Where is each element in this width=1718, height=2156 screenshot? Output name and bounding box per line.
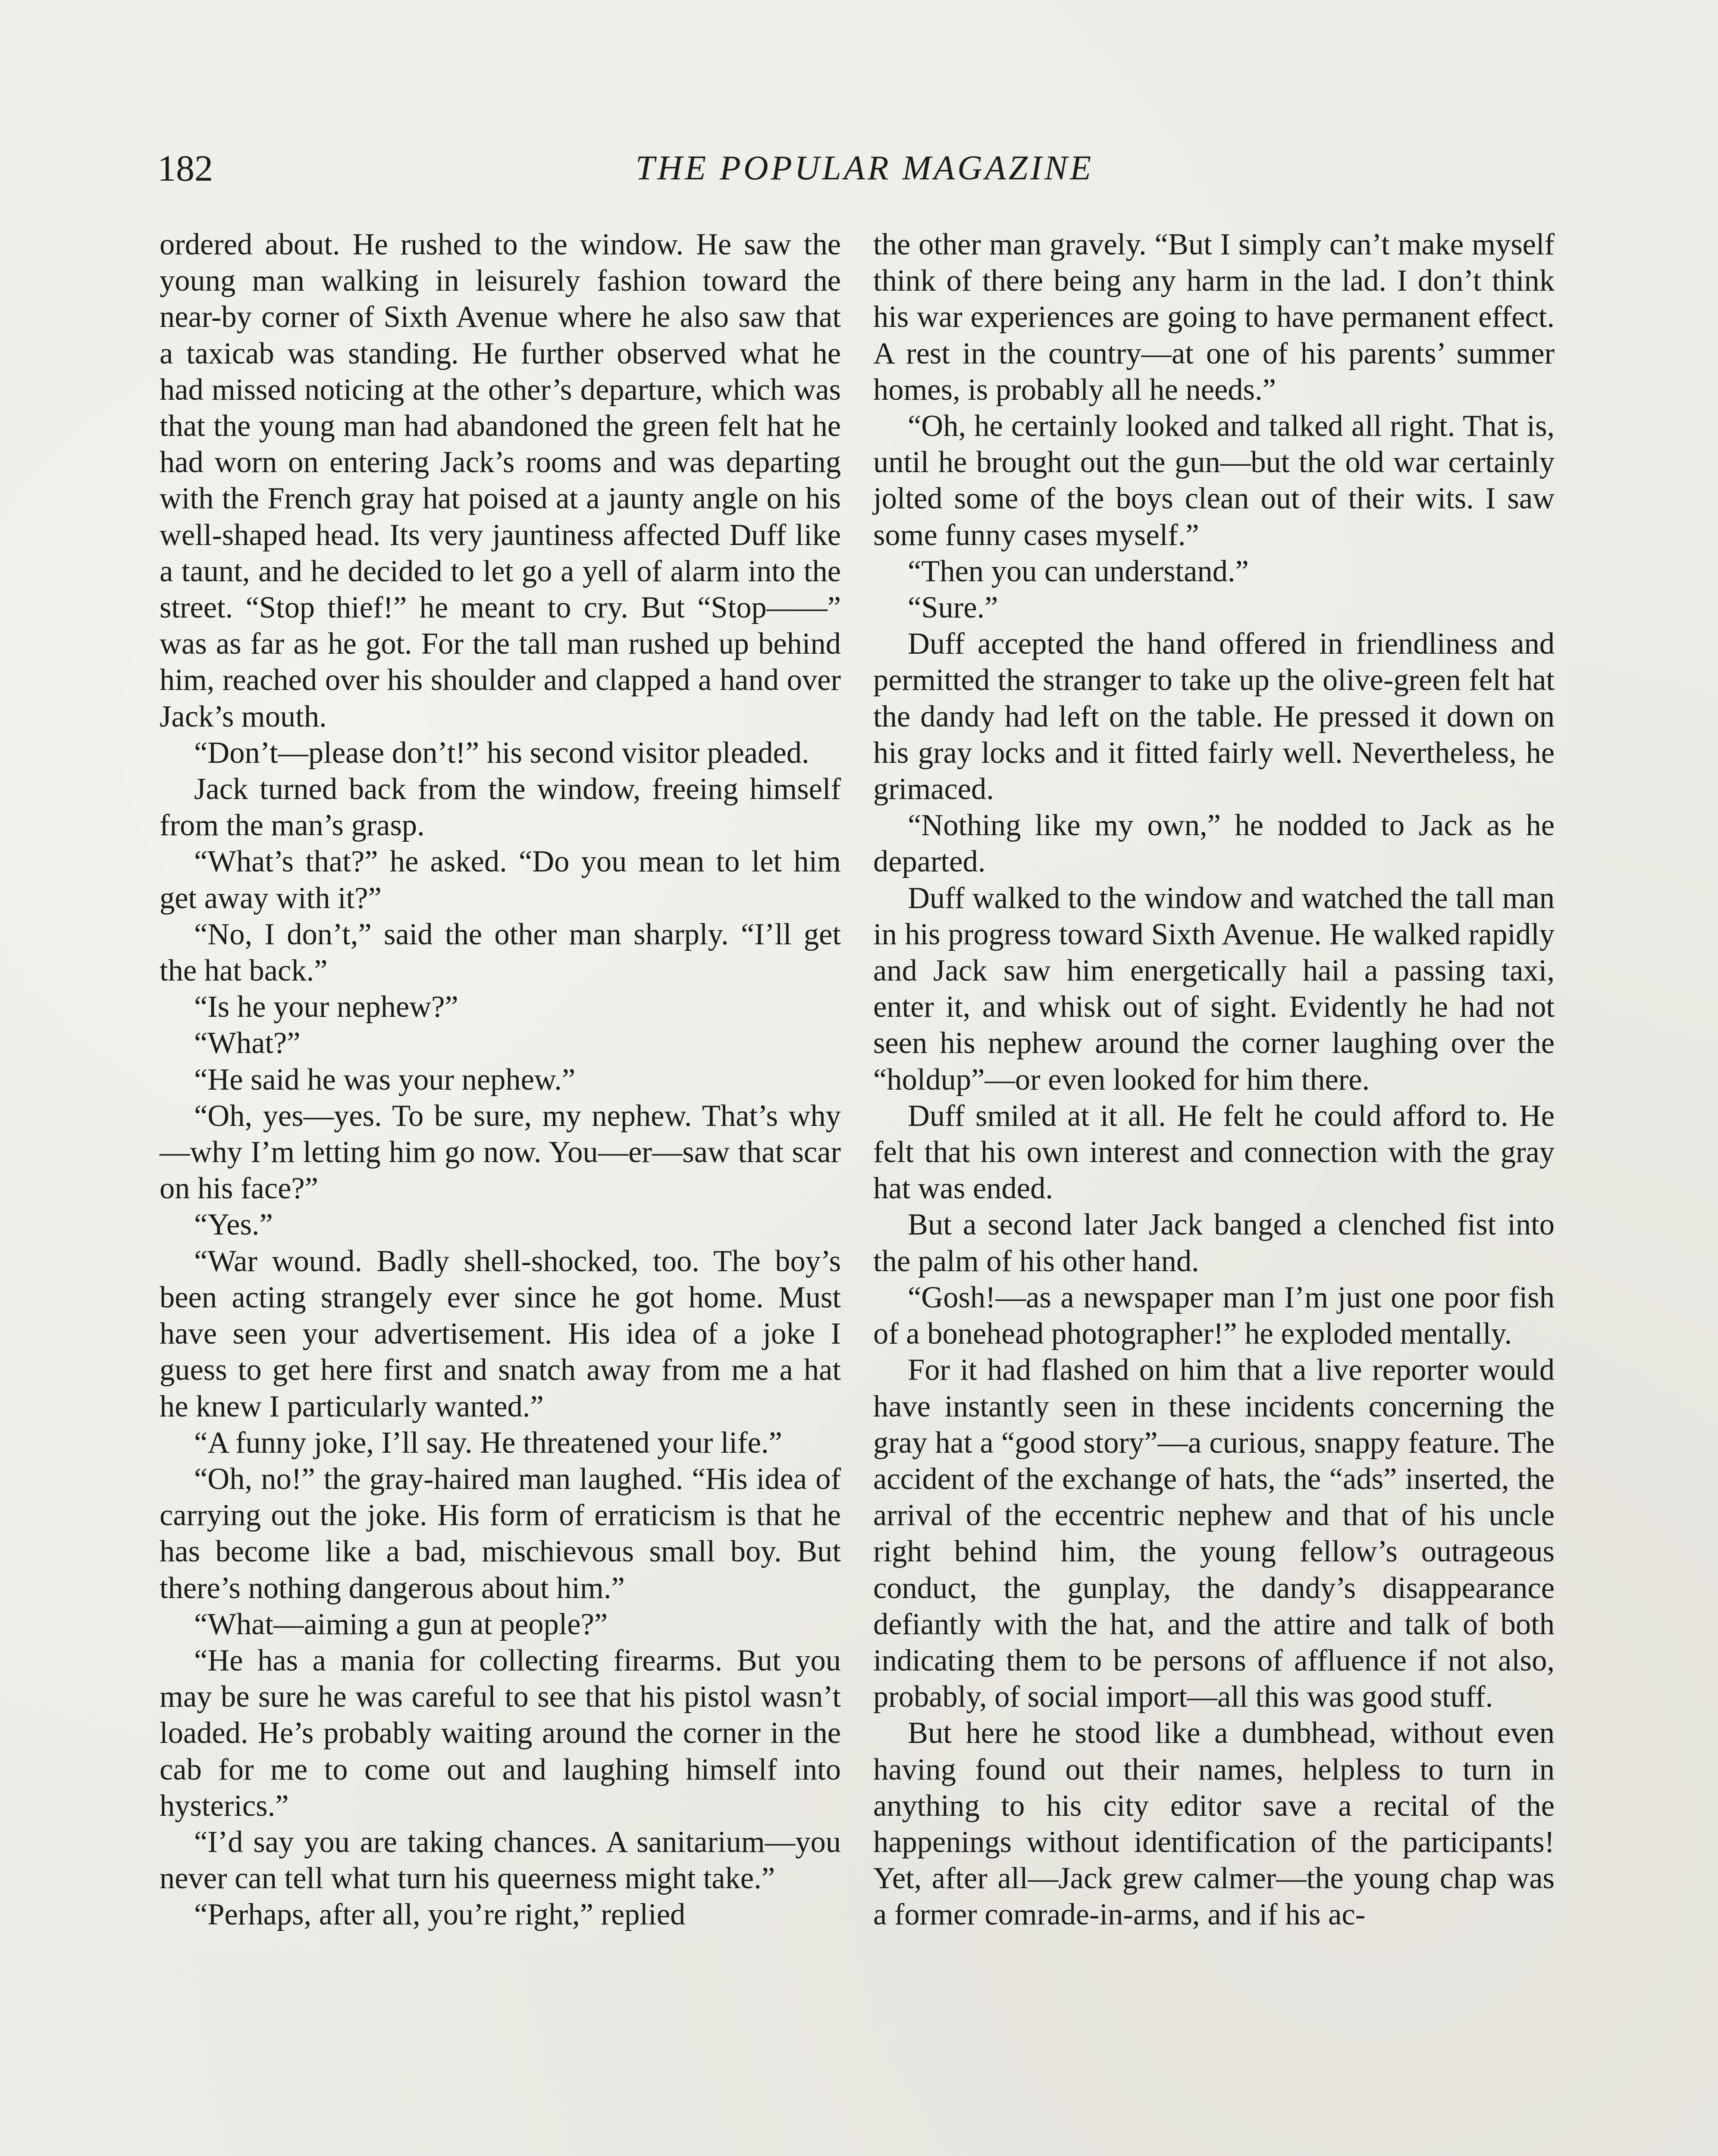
paragraph: “What—aiming a gun at people?” (194, 1607, 608, 1641)
paragraph: “Is he your nephew?” (194, 990, 458, 1024)
paragraph: But here he stood like a dumbhead, without even having found out their names, helpless to turn in anything to his city editor save a recital of the happenings without identification of the participants! Yet, after all—Jack grew calmer—the young chap was a former comrade-in-arms, and if his ac- (873, 1716, 1555, 1932)
paragraph: “What’s that?” he asked. “Do you mean to let him get away with it?” (160, 845, 841, 915)
paragraph: “No, I don’t,” said the other man sharply. “I’ll get the hat back.” (160, 917, 841, 988)
page-number: 182 (157, 147, 213, 189)
paragraph: “Sure.” (908, 591, 998, 625)
left-column (160, 226, 841, 1933)
paragraph: For it had flashed on him that a live reporter would have instantly seen in these incidents concerning the gray hat a “good story”—a curious, snappy feature. The accident of the exchange of hats, the “ads” inserted, the arrival of the eccentric nephew and that of his uncle right behind him, the young fellow’s outrageous conduct, the gunplay, the dandy’s disappearance defiantly with the hat, and the attire and talk of both indicating them to be persons of affluence if not also, probably, of social import—all this was good stuff. (873, 1353, 1555, 1714)
paragraph: the other man gravely. “But I simply can’t make myself think of there being any harm in the lad. I don’t think his war experiences are going to have permanent effect. A rest in the country—at one of his parents’ summer homes, is probably all he needs.” (873, 228, 1555, 407)
paragraph: “What?” (194, 1026, 301, 1060)
running-head: THE POPULAR MAGAZINE (635, 149, 1094, 187)
paragraph: Jack turned back from the window, freeing himself from the man’s grasp. (160, 772, 841, 843)
paragraph: Duff accepted the hand offered in friendliness and permitted the stranger to take up the olive-green felt hat the dandy had left on the table. He pressed it down on his gray locks and it fitted fairly well. Nevertheless, he grimaced. (873, 627, 1555, 806)
paragraph: “I’d say you are taking chances. A sanitarium—you never can tell what turn his queerness might take.” (160, 1825, 841, 1896)
paragraph: Duff walked to the window and watched the tall man in his progress toward Sixth Avenue. He walked rapidly and Jack saw him energetically hail a passing taxi, enter it, and whisk out of sight. Evidently he had not seen his nephew around the corner laughing over the “holdup”—or even looked for him there. (873, 881, 1555, 1097)
paragraph: “War wound. Badly shell-shocked, too. The boy’s been acting strangely ever since he got home. Must have seen your advertisement. His idea of a joke I guess to get here first and snatch away from me a hat he knew I particularly wanted.” (160, 1244, 841, 1423)
page-header (157, 142, 1572, 198)
paragraph: “Then you can understand.” (908, 554, 1249, 588)
paragraph: “Yes.” (194, 1208, 273, 1242)
paragraph: “Oh, he certainly looked and talked all right. That is, until he brought out the gun—but the old war certainly jolted some of the boys clean out of their wits. I saw some funny cases myself.” (873, 409, 1555, 552)
paragraph: Duff smiled at it all. He felt he could afford to. He felt that his own interest and connection with the gray hat was ended. (873, 1099, 1555, 1206)
paragraph: “Gosh!—as a newspaper man I’m just one poor fish of a bonehead photographer!” he exploded mentally. (873, 1280, 1555, 1351)
right-column (873, 226, 1555, 1933)
paragraph: “Perhaps, after all, you’re right,” replied (194, 1898, 686, 1932)
paragraph: “Nothing like my own,” he nodded to Jack as he departed. (873, 808, 1555, 879)
paragraph: “Don’t—please don’t!” his second visitor pleaded. (194, 736, 809, 770)
paragraph: “He said he was your nephew.” (194, 1062, 576, 1097)
paragraph: “Oh, yes—yes. To be sure, my nephew. That’s why—why I’m letting him go now. You—er—saw that scar on his face?” (160, 1099, 841, 1206)
paragraph: But a second later Jack banged a clenched fist into the palm of his other hand. (873, 1208, 1555, 1278)
paragraph: “A funny joke, I’ll say. He threatened your life.” (194, 1426, 782, 1460)
paragraph: “Oh, no!” the gray-haired man laughed. “His idea of carrying out the joke. His form of erraticism is that he has become like a bad, mischievous small boy. But there’s nothing dangerous about him.” (160, 1462, 841, 1605)
paragraph: ordered about. He rushed to the window. He saw the young man walking in leisurely fashion toward the near-by corner of Sixth Avenue where he also saw that a taxicab was standing. He further observed what he had missed noticing at the other’s departure, which was that the young man had abandoned the green felt hat he had worn on entering Jack’s rooms and was departing with the French gray hat poised at a jaunty angle on his well-shaped head. Its very jauntiness affected Duff like a taunt, and he decided to let go a yell of alarm into the street. “Stop thief!” he meant to cry. But “Stop——” was as far as he got. For the tall man rushed up behind him, reached over his shoulder and clapped a hand over Jack’s mouth. (160, 228, 841, 733)
paragraph: “He has a mania for collecting firearms. But you may be sure he was careful to see that his pistol wasn’t loaded. He’s probably waiting around the corner in the cab for me to come out and laughing himself into hysterics.” (160, 1643, 841, 1823)
